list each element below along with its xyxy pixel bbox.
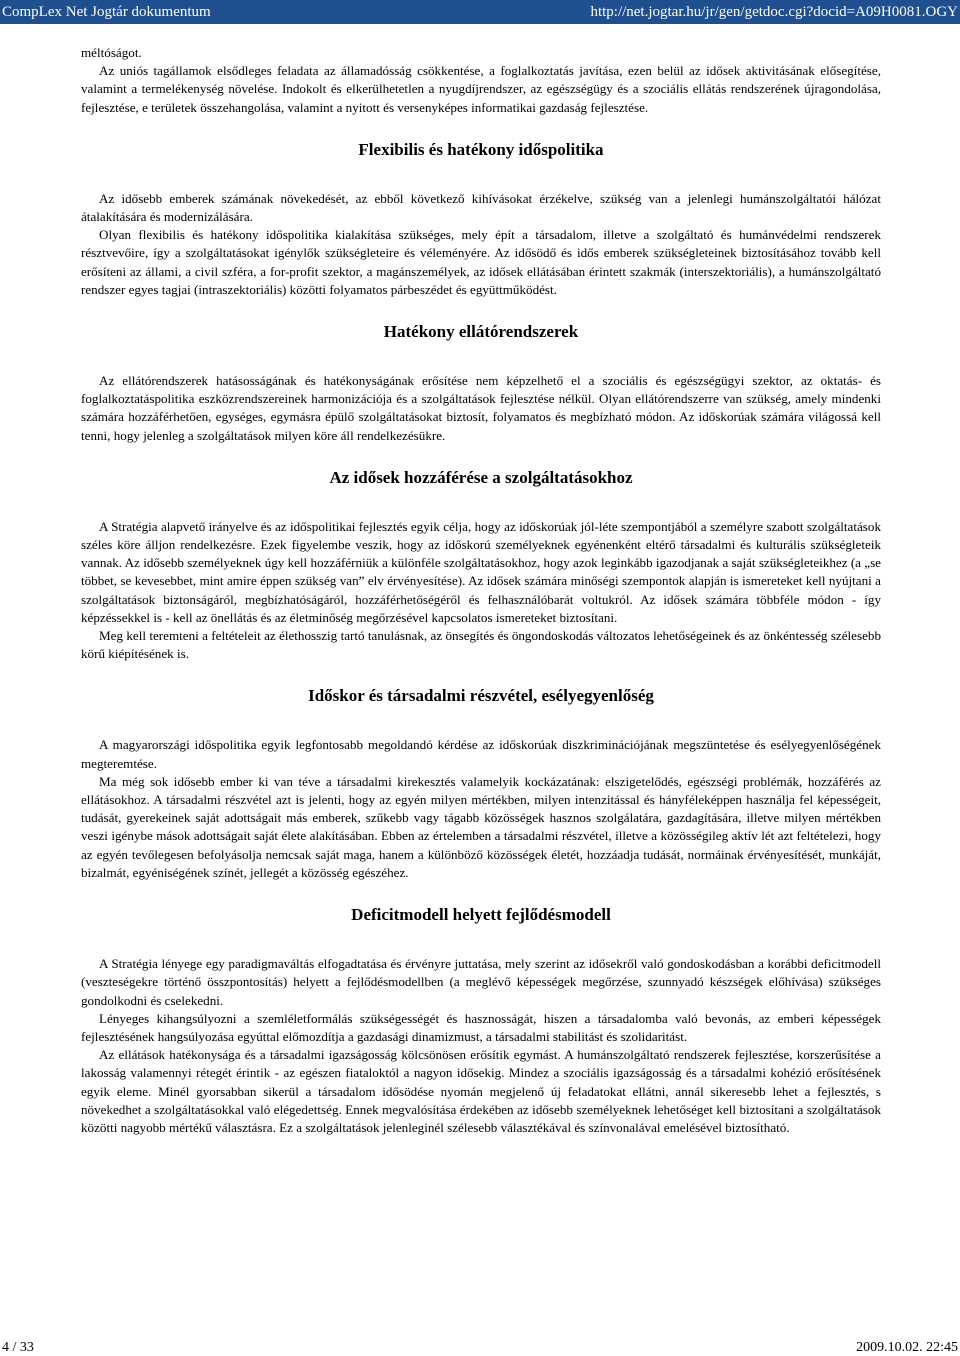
paragraph: A Stratégia lényege egy paradigmaváltás elfogadtatása és érvényre juttatása, mely szerint az idősekről való gondoskodásban a korábbi deficitmodell (veszteségekre történő összpontosítás) helyett a fejlődésmodellben (a meglévő képességek megőrzése, szunnyadó készségek előhívása) szükséges gondolkodni és cselekedni. bbox=[81, 956, 881, 1008]
document-title: CompLex Net Jogtár dokumentum bbox=[2, 3, 211, 20]
section-heading: Flexibilis és hatékony időspolitika bbox=[358, 139, 604, 159]
page-number: 4 / 33 bbox=[2, 1340, 34, 1355]
paragraph: Az ellátások hatékonysága és a társadalmi igazságosság kölcsönösen erősítik egymást. A humánszolgáltató rendszerek fejlesztése, korszerűsítése a lakosság valamennyi rétegét érintik - az egészen fiataloktól a nagyon idősekig. Mindez a szociális igazságosság és a társadalmi kohézió erősítésének egyik eleme. Minél gyorsabban sikerül a társadalom idősödése nyomán megjelenő új feladatokat ellátni, annál sikeresebb lehet a fejlesztés, s növekedhet a szolgáltatásokkal való elégedettség. Ennek megvalósítása érdekében az idősebb személyeknek lehetőséget kell biztosítani a szolgáltatások közötti nagyobb mértékű választásra. Ez a szolgáltatások jelenleginél szélesebb választékával és színvonalával emelésével biztosítható. bbox=[81, 1047, 881, 1135]
paragraph: A magyarországi időspolitika egyik legfontosabb megoldandó kérdése az időskorúak diszkriminációjának megszüntetése és esélyegyenlőségének megteremtése. bbox=[81, 737, 881, 771]
paragraph: Az ellátórendszerek hatásosságának és hatékonyságának erősítése nem képzelhető el a szociális és egészségügyi szektor, az oktatás- és foglalkoztatáspolitika eszközrendszereinek harmonizációja és a szolgáltatások fejlesztése nélkül. Olyan ellátórendszerre van szükség, amely mindenki számára hozzáférhetően, egységes, egymásra épülő szolgáltatásokat biztosít, folyamatos és megbízható módon. Az időskorúak számára világossá kell tenni, hogy jelenleg a szolgáltatások milyen köre áll rendelkezésükre. bbox=[81, 373, 881, 443]
section-heading: Deficitmodell helyett fejlődésmodell bbox=[351, 905, 611, 925]
paragraph: Ma még sok idősebb ember ki van téve a társadalmi kirekesztés valamelyik kockázatának: elszigetelődés, egészségi problémák, hozzáférés az ellátásokhoz. A társadalmi részvétel azt is jelenti, hogy az egyén milyen mértékben, milyen intenzitással és hányféleképpen használja fel képességeit, tudását, gyerekeinek saját adottságait más emberek, szűkebb vagy tágabb közösségek hasznos szolgálatára, gazdagítására, illetve milyen mértékben veszi igénybe mások adottságait saját élete alakításában. Ebben az értelemben a társadalmi részvétel, illetve a közösségileg aktív lét azt feltételezi, hogy az egyén tevőlegesen befolyásolja nemcsak saját maga, hanem a különböző közösségek életét, hozzáadja tudását, normáinak érvényesítését, munkáját, bizalmát, egyéniségének színét, jellegét a közösség egészéhez. bbox=[81, 773, 881, 880]
print-timestamp: 2009.10.02. 22:45 bbox=[856, 1340, 958, 1355]
paragraph: Az uniós tagállamok elsődleges feladata az államadósság csökkentése, a foglalkoztatás javítása, ezen belül az idősek aktivitásának elősegítése, valamint a termelékenység növelése. Indokolt és elkerülhetetlen a nyugdíjrendszer, az egészségügy és a szociális ellátás rendszerének újragondolása, fejlesztése, e területek összehangolása, valamint a nyitott és versenyképes informatikai gazdaság fejlesztése. bbox=[81, 63, 881, 115]
document-url[interactable]: http://net.jogtar.hu/jr/gen/getdoc.cgi?docid=A09H0081.OGY bbox=[590, 3, 958, 20]
paragraph: Az idősebb emberek számának növekedését, az ebből következő kihívásokat érzékelve, szükség van a jelenlegi humánszolgáltatói hálózat átalakítására és modernizálására. bbox=[81, 190, 881, 225]
section-heading: Hatékony ellátórendszerek bbox=[383, 322, 579, 342]
document-header bbox=[0, 0, 960, 24]
section-heading: Időskor és társadalmi részvétel, esélyegyenlőség bbox=[308, 686, 654, 706]
document-body bbox=[81, 44, 881, 1137]
section-heading: Az idősek hozzáférése a szolgáltatásokhoz bbox=[329, 467, 633, 487]
paragraph: méltóságot. bbox=[81, 45, 142, 60]
paragraph: Meg kell teremteni a feltételeit az élethosszig tartó tanulásnak, az önsegítés és öngondoskodás változatos lehetőségeinek és az önkéntesség szélesebb körű kiépítésének is. bbox=[81, 628, 881, 662]
paragraph: Lényeges kihangsúlyozni a szemléletformálás szükségességét és hasznosságát, hiszen a társadalomba való bevonás, az emberi képességek fejlesztésének hangsúlyozása egyúttal előmozdítja a gazdasági dinamizmust, a társadalmi stabilitást és szolidaritást. bbox=[81, 1010, 881, 1044]
paragraph: Olyan flexibilis és hatékony időspolitika kialakítása szükséges, mely épít a társadalom, illetve a szolgáltató és humánvédelmi rendszerek résztvevőire, így a szolgáltatásokat igénylők szükségleteire és véleményére. Az idősödő és idős emberek szükségleteinek biztosításához tovább kell erősíteni az állami, a civil szféra, a for-profit szektor, a magánszemélyek, az idősek ellátásában érintett szakmák (interszektoriális), a humánszolgáltató rendszer egyes tagjai (intraszektoriális) közötti folyamatos párbeszédet és együttműködést. bbox=[81, 227, 881, 297]
paragraph: A Stratégia alapvető irányelve és az időspolitikai fejlesztés egyik célja, hogy az időskorúak jól-léte szempontjából a személyre szabott szolgáltatások széles köre álljon rendelkezésre. Ezek figyelembe veszik, hogy az időskorú személyeknek egyénenként eltérő társadalmi és kulturális szükségleteik vannak. Az idősebb személyeknek úgy kell hozzáférniük a különféle szolgáltatásokhoz, hogy azok leginkább igazodjanak a saját szükségleteikhez (a „se többet, se kevesebbet, mint amire éppen szükség van” elv érvényesítése). Az idősek számára minőségi szempontok alapján is ismereteket kell nyújtani a szolgáltatások biztonságáról, megbízhatóságáról, hozzáférhetőségéről és felhasználóbarát voltukról. Az idősek számára többféle módon - így képzéssekkel is - kell az önellátás és az életminőség megőrzésével kapcsolatos ismereteket biztosítani. bbox=[81, 518, 881, 625]
document-footer bbox=[0, 1340, 960, 1356]
